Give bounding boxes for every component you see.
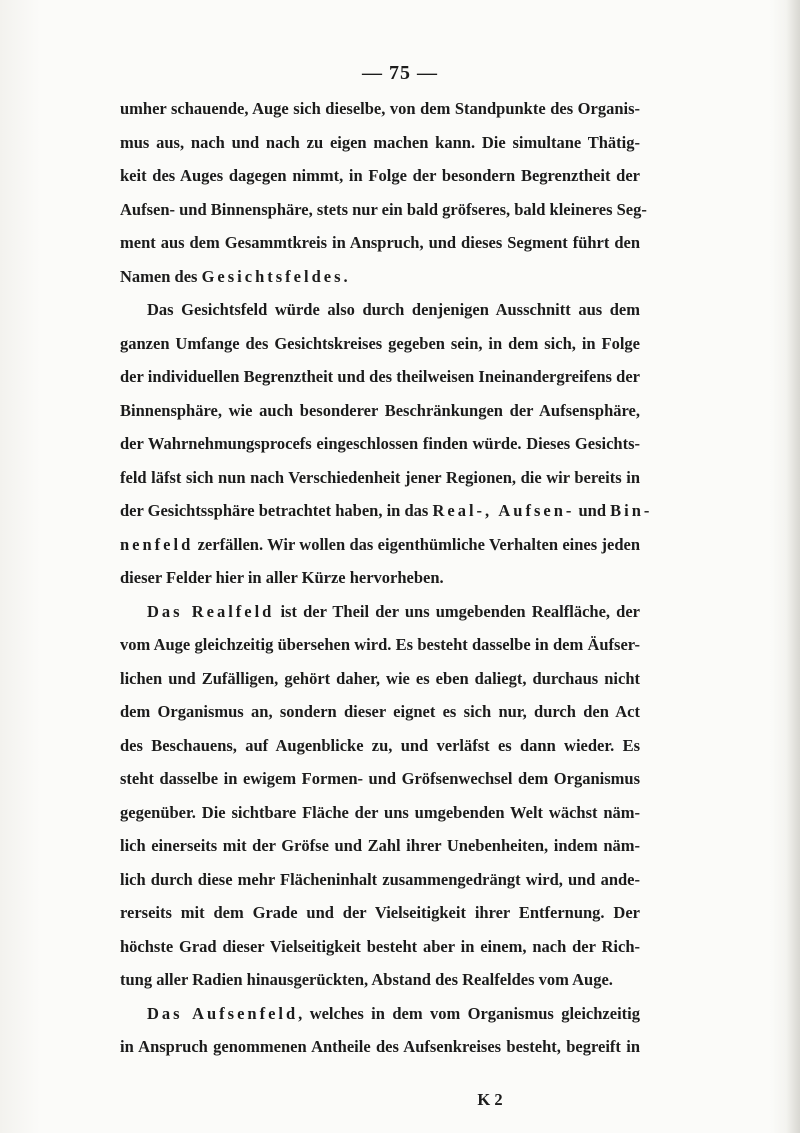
text-line: Namen des Gesichtsfeldes. xyxy=(120,266,348,286)
text-line: Aufsen- und Binnensphäre, stets nur ein bald gröfseres, bald kleineres Seg- xyxy=(120,199,647,219)
spaced-emphasis: Real-, Aufsen- xyxy=(432,501,575,520)
spaced-emphasis: Bin- xyxy=(610,501,653,520)
text-line: ganzen Umfange des Gesichtskreises gegeben sein, in dem sich, in Folge xyxy=(120,333,640,353)
text-line: lich durch diese mehr Flächeninhalt zusammengedrängt wird, und ande- xyxy=(120,869,640,889)
text-line: der individuellen Begrenztheit und des theilweisen Ineinandergreifens der xyxy=(120,367,640,386)
spaced-emphasis: nenfeld xyxy=(120,534,194,554)
text-line: Binnensphäre, wie auch besonderer Beschränkungen der Aufsensphäre, xyxy=(120,400,640,420)
text-line: gegenüber. Die sichtbare Fläche der uns umgebenden Welt wächst näm- xyxy=(120,802,640,822)
text-line: rerseits mit dem Grade und der Vielseitigkeit ihrer Entfernung. Der xyxy=(120,903,640,922)
spaced-emphasis: Gesichtsfeldes xyxy=(201,266,344,286)
spaced-emphasis: Das Realfeld xyxy=(147,601,275,621)
text-line: in Anspruch genommenen Antheile des Aufsenkreises besteht, begreift in xyxy=(120,1037,640,1056)
text-line: umher schauende, Auge sich dieselbe, von dem Standpunkte des Organis- xyxy=(120,99,640,118)
text-line: ment aus dem Gesammtkreis in Anspruch, und dieses Segment führt den xyxy=(120,233,640,252)
text-line: tung aller Radien hinausgerückten, Abstand des Realfeldes vom Auge. xyxy=(120,970,613,989)
text-line: dem Organismus an, sondern dieser eignet es sich nur, durch den Act xyxy=(120,702,640,721)
page-number-header: — 75 — xyxy=(362,62,438,84)
text-line: lich einerseits mit der Gröfse und Zahl ihrer Unebenheiten, indem näm- xyxy=(120,836,640,855)
text-line: mus aus, nach und nach zu eigen machen kann. Die simultane Thätig- xyxy=(120,132,640,152)
text-line: feld läfst sich nun nach Verschiedenheit jener Regionen, die wir bereits in xyxy=(120,467,640,487)
text-line: vom Auge gleichzeitig übersehen wird. Es besteht dasselbe in dem Äufser- xyxy=(120,635,640,654)
text-line: nenfeld zerfällen. Wir wollen das eigenthümliche Verhalten eines jeden xyxy=(120,534,640,554)
text-line: dieser Felder hier in aller Kürze hervorheben. xyxy=(120,568,444,587)
text-line: der Wahrnehmungsprocefs eingeschlossen finden würde. Dieses Gesichts- xyxy=(120,434,640,453)
text-line: des Beschauens, auf Augenblicke zu, und verläfst es dann wieder. Es xyxy=(120,735,640,755)
spaced-emphasis: Das Aufsenfeld xyxy=(147,1003,299,1023)
text-line: keit des Auges dagegen nimmt, in Folge der besondern Begrenztheit der xyxy=(120,166,640,185)
signature-mark: K 2 xyxy=(477,1090,503,1109)
body-text xyxy=(120,92,653,1064)
text-line: höchste Grad dieser Vielseitigkeit besteht aber in einem, nach der Rich- xyxy=(120,936,640,956)
text-line: steht dasselbe in ewigem Formen- und Gröfsenwechsel dem Organismus xyxy=(120,769,640,788)
text-line: Das Aufsenfeld, welches in dem vom Organismus gleichzeitig xyxy=(147,1003,640,1023)
text-line: Das Gesichtsfeld würde also durch denjenigen Ausschnitt aus dem xyxy=(147,300,640,319)
text-line: Das Realfeld ist der Theil der uns umgebenden Realfläche, der xyxy=(147,601,640,621)
page-edge-shadow xyxy=(786,0,800,1133)
text-line: lichen und Zufälligen, gehört daher, wie es eben daliegt, durchaus nicht xyxy=(120,668,640,688)
text-line: der Gesichtssphäre betrachtet haben, in das Real-, Aufsen- und Bin- xyxy=(120,501,653,520)
